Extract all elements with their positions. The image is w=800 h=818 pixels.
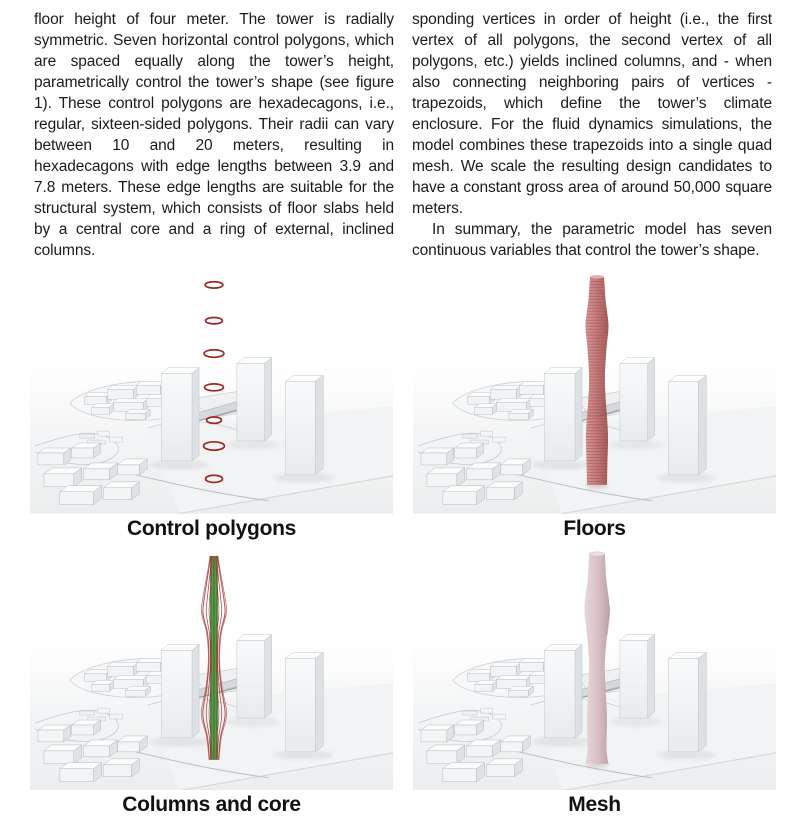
city-render [413,546,776,791]
right-column-paragraph-2: In summary, the parametric model has seven continuous variables that control the tower’s shape. [412,221,772,259]
left-column [34,9,394,261]
panel-columns-and-core [30,546,393,818]
city-render [30,546,393,791]
caption-columns-and-core: Columns and core [122,793,301,817]
caption-mesh: Mesh [568,793,621,817]
panel-mesh [413,546,776,818]
right-column [412,9,772,261]
right-column-paragraph-1: sponding vertices in order of height (i.e., the first vertex of all polygons, the second vertex of all polygons, etc.) yields inclined columns, and - when also connecting neighboring pairs of vertices - trapezoids, which define the tower’s climate enclosure. For the fluid dynamics simulations, the model combines these trapezoids into a single quad mesh. We scale the resulting design candidates to have a constant gross area of around 50,000 square meters. [412,11,772,217]
panel-control-polygons [30,269,393,542]
caption-control-polygons: Control polygons [126,516,296,540]
city-render [413,269,776,514]
panel-floors [413,269,776,542]
body-text [0,0,800,261]
caption-floors: Floors [563,516,626,540]
city-render [30,269,393,514]
figure-1-grid [0,263,800,818]
left-column-paragraph: floor height of four meter. The tower is radially symmetric. Seven horizontal control polygons, which are spaced equally along the tower’s height, parametrically control the tower’s shape (see figure 1). These control polygons are hexadecagons, i.e., regular, sixteen-sided polygons. Their radii can vary between 10 and 20 meters, resulting in hexadecagons with edge lengths between 3.9 and 7.8 meters. These edge lengths are suitable for the structural system, which consists of floor slabs held by a central core and a ring of external, inclined columns. [34,11,394,259]
